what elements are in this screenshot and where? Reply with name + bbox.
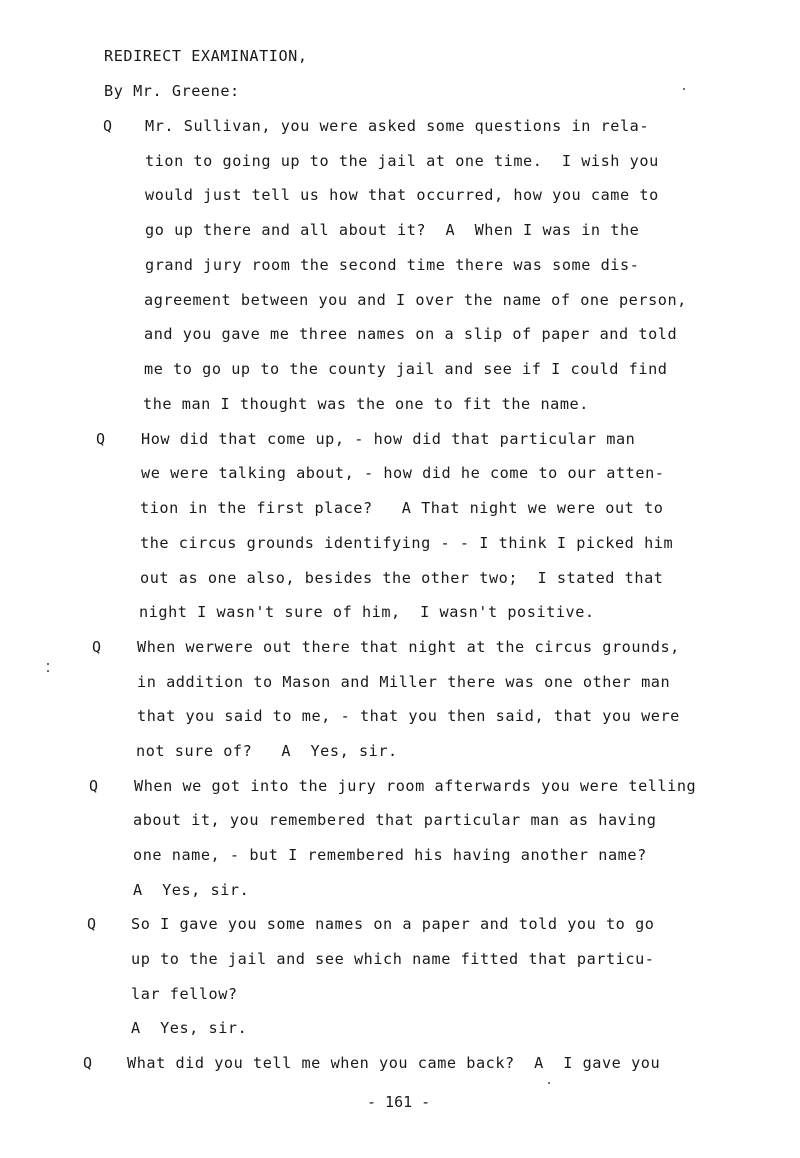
text-line: lar fellow? xyxy=(131,985,238,1003)
text-line: When werwere out there that night at the circus grounds, xyxy=(137,638,680,656)
text-line: tion to going up to the jail at one time. I wish you xyxy=(145,152,659,170)
examiner-line: By Mr. Greene: xyxy=(104,82,240,100)
text-line: What did you tell me when you came back? A I gave you xyxy=(127,1054,661,1072)
text-line: up to the jail and see which name fitted that particu- xyxy=(131,950,655,968)
text-line: Mr. Sullivan, you were asked some questions in rela- xyxy=(145,117,650,135)
scan-speck xyxy=(548,1082,550,1084)
text-line: When we got into the jury room afterwards you were telling xyxy=(134,777,697,795)
text-line: A Yes, sir. xyxy=(131,1019,248,1037)
page-number: - 161 - xyxy=(367,1093,431,1111)
text-line: not sure of? A Yes, sir. xyxy=(136,742,398,760)
question-label: Q xyxy=(103,117,113,135)
question-label: Q xyxy=(96,430,106,448)
text-line: in addition to Mason and Miller there was one other man xyxy=(137,673,671,691)
text-line: about it, you remembered that particular man as having xyxy=(133,811,657,829)
text-line: we were talking about, - how did he come to our atten- xyxy=(141,464,665,482)
question-label: Q xyxy=(89,777,99,795)
question-label: Q xyxy=(92,638,102,656)
text-line: the circus grounds identifying - - I think I picked him xyxy=(140,534,674,552)
text-line: would just tell us how that occurred, how you came to xyxy=(145,186,659,204)
text-line: me to go up to the county jail and see if I could find xyxy=(144,360,668,378)
text-line: the man I thought was the one to fit the name. xyxy=(143,395,589,413)
text-line: So I gave you some names on a paper and told you to go xyxy=(131,915,655,933)
text-line: that you said to me, - that you then said, that you were xyxy=(137,707,680,725)
text-line: one name, - but I remembered his having another name? xyxy=(133,846,647,864)
scan-speck xyxy=(47,663,49,665)
section-heading: REDIRECT EXAMINATION, xyxy=(104,47,308,65)
text-line: and you gave me three names on a slip of paper and told xyxy=(144,325,678,343)
scan-speck xyxy=(683,88,685,90)
question-label: Q xyxy=(83,1054,93,1072)
text-line: How did that come up, - how did that particular man xyxy=(141,430,636,448)
scan-speck xyxy=(47,670,49,672)
text-line: go up there and all about it? A When I was in the xyxy=(145,221,640,239)
question-label: Q xyxy=(87,915,97,933)
text-line: tion in the first place? A That night we were out to xyxy=(140,499,664,517)
text-line: out as one also, besides the other two; I stated that xyxy=(140,569,664,587)
text-line: agreement between you and I over the name of one person, xyxy=(144,291,687,309)
text-line: night I wasn't sure of him, I wasn't positive. xyxy=(139,603,595,621)
text-line: A Yes, sir. xyxy=(133,881,250,899)
text-line: grand jury room the second time there was some dis- xyxy=(145,256,640,274)
